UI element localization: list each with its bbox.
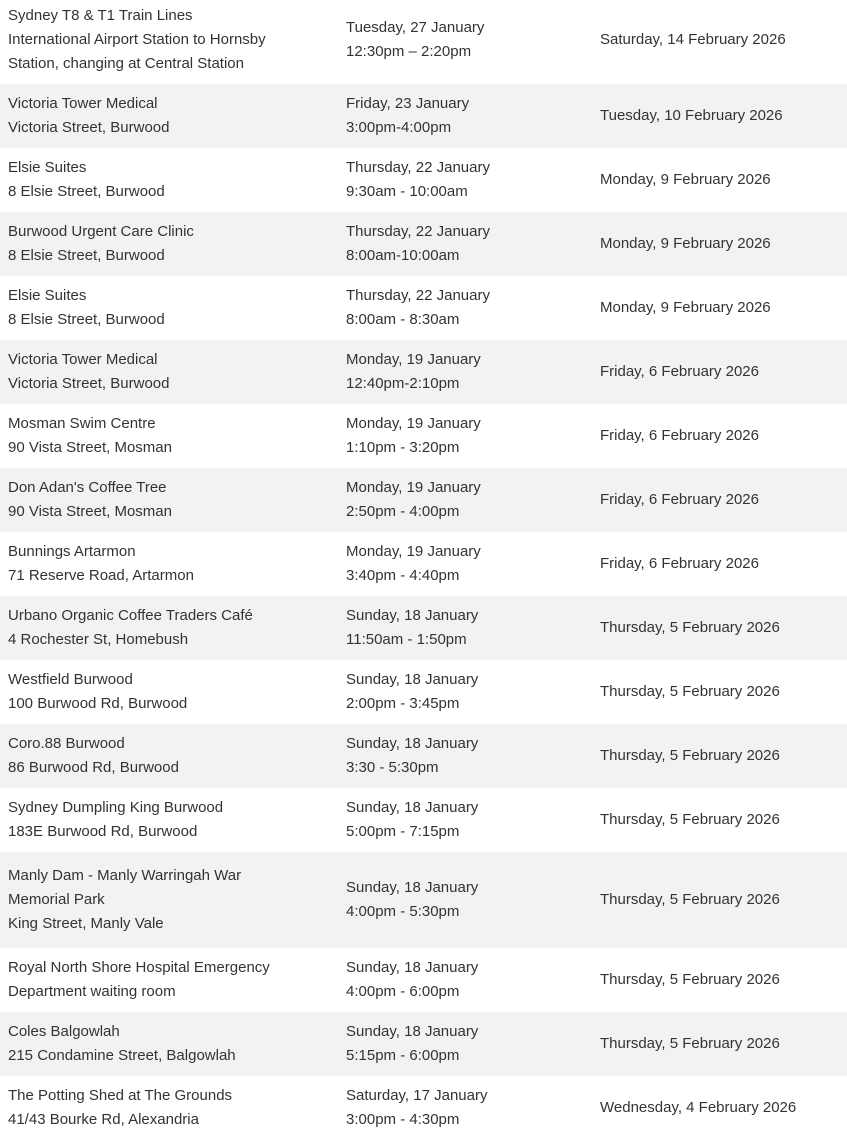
- exposure-time-range: 3:30 - 5:30pm: [346, 759, 439, 776]
- exposure-date: Saturday, 17 January: [346, 1087, 488, 1104]
- venue-name: Victoria Tower Medical: [8, 351, 158, 368]
- venue-address-line: 71 Reserve Road, Artarmon: [8, 567, 194, 584]
- monitor-until-cell: [592, 468, 847, 532]
- table-row: [0, 340, 847, 404]
- exposure-date: Sunday, 18 January: [346, 607, 479, 624]
- venue-name: Elsie Suites: [8, 159, 87, 176]
- venue-address-line: International Airport Station to Hornsby: [8, 31, 266, 48]
- monitor-until-date: Friday, 6 February 2026: [600, 555, 759, 572]
- venue-name: Sydney T8 & T1 Train Lines: [8, 7, 193, 24]
- venue-address-line: King Street, Manly Vale: [8, 915, 164, 932]
- monitor-until-date: Friday, 6 February 2026: [600, 363, 759, 380]
- exposure-date: Sunday, 18 January: [346, 879, 479, 896]
- monitor-until-cell: [592, 596, 847, 660]
- exposure-time-cell: [338, 852, 592, 948]
- exposure-time-range: 2:50pm - 4:00pm: [346, 503, 460, 520]
- exposure-date: Sunday, 18 January: [346, 1023, 479, 1040]
- exposure-time-cell: [338, 724, 592, 788]
- monitor-until-cell: [592, 660, 847, 724]
- monitor-until-cell: [592, 852, 847, 948]
- exposure-date: Thursday, 22 January: [346, 223, 490, 240]
- venue-name: Manly Dam - Manly Warringah War: [8, 867, 242, 884]
- monitor-until-cell: [592, 276, 847, 340]
- table-row: [0, 468, 847, 532]
- venue-name: Westfield Burwood: [8, 671, 133, 688]
- venue-address-line: Department waiting room: [8, 983, 176, 1000]
- monitor-until-date: Thursday, 5 February 2026: [600, 971, 780, 988]
- venue-cell: [0, 1076, 338, 1140]
- exposure-date: Sunday, 18 January: [346, 799, 479, 816]
- exposure-date: Sunday, 18 January: [346, 959, 479, 976]
- venue-name: Coro.88 Burwood: [8, 735, 125, 752]
- table-row: [0, 948, 847, 1012]
- table-row: [0, 1012, 847, 1076]
- table-row: [0, 404, 847, 468]
- table-row: [0, 148, 847, 212]
- venue-address-line: 100 Burwood Rd, Burwood: [8, 695, 188, 712]
- exposure-time-range: 12:30pm – 2:20pm: [346, 43, 472, 60]
- monitor-until-cell: [592, 340, 847, 404]
- venue-name: Mosman Swim Centre: [8, 415, 156, 432]
- monitor-until-cell: [592, 84, 847, 148]
- exposure-time-cell: [338, 276, 592, 340]
- exposure-time-range: 4:00pm - 5:30pm: [346, 903, 460, 920]
- exposure-time-range: 2:00pm - 3:45pm: [346, 695, 460, 712]
- monitor-until-date: Thursday, 5 February 2026: [600, 891, 780, 908]
- venue-cell: [0, 0, 338, 84]
- exposure-time-cell: [338, 0, 592, 84]
- monitor-until-date: Wednesday, 4 February 2026: [600, 1099, 797, 1116]
- venue-address-line: 90 Vista Street, Mosman: [8, 439, 172, 456]
- venue-address-line: 183E Burwood Rd, Burwood: [8, 823, 198, 840]
- venue-name: Don Adan's Coffee Tree: [8, 479, 167, 496]
- exposure-time-cell: [338, 84, 592, 148]
- table-row: [0, 532, 847, 596]
- exposure-time-range: 8:00am - 8:30am: [346, 311, 460, 328]
- monitor-until-cell: [592, 724, 847, 788]
- venue-address-line: 90 Vista Street, Mosman: [8, 503, 172, 520]
- exposure-time-cell: [338, 404, 592, 468]
- venue-address-line: 8 Elsie Street, Burwood: [8, 247, 165, 264]
- exposure-date: Monday, 19 January: [346, 543, 481, 560]
- venue-cell: [0, 148, 338, 212]
- monitor-until-cell: [592, 212, 847, 276]
- exposure-date: Monday, 19 January: [346, 479, 481, 496]
- monitor-until-cell: [592, 0, 847, 84]
- table-row: [0, 788, 847, 852]
- monitor-until-date: Thursday, 5 February 2026: [600, 619, 780, 636]
- exposure-time-cell: [338, 340, 592, 404]
- exposure-date: Monday, 19 January: [346, 415, 481, 432]
- exposure-time-range: 5:15pm - 6:00pm: [346, 1047, 460, 1064]
- venue-cell: [0, 468, 338, 532]
- venue-cell: [0, 404, 338, 468]
- exposure-time-cell: [338, 788, 592, 852]
- venue-name: Bunnings Artarmon: [8, 543, 136, 560]
- venue-address-line: 86 Burwood Rd, Burwood: [8, 759, 179, 776]
- monitor-until-cell: [592, 148, 847, 212]
- monitor-until-date: Thursday, 5 February 2026: [600, 747, 780, 764]
- monitor-until-date: Monday, 9 February 2026: [600, 299, 771, 316]
- exposure-time-range: 3:00pm-4:00pm: [346, 119, 452, 136]
- venue-address-line: 215 Condamine Street, Balgowlah: [8, 1047, 236, 1064]
- table-row: [0, 212, 847, 276]
- table-row: [0, 724, 847, 788]
- venue-cell: [0, 852, 338, 948]
- exposure-time-range: 3:00pm - 4:30pm: [346, 1111, 460, 1128]
- table-row: [0, 852, 847, 948]
- monitor-until-cell: [592, 788, 847, 852]
- venue-name: Elsie Suites: [8, 287, 87, 304]
- venue-cell: [0, 276, 338, 340]
- venue-address-line: 8 Elsie Street, Burwood: [8, 183, 165, 200]
- venue-name: The Potting Shed at The Grounds: [8, 1087, 233, 1104]
- monitor-until-date: Monday, 9 February 2026: [600, 235, 771, 252]
- exposure-time-cell: [338, 1012, 592, 1076]
- monitor-until-date: Thursday, 5 February 2026: [600, 811, 780, 828]
- venue-address-line: 8 Elsie Street, Burwood: [8, 311, 165, 328]
- monitor-until-date: Thursday, 5 February 2026: [600, 1035, 780, 1052]
- monitor-until-date: Tuesday, 10 February 2026: [600, 107, 783, 124]
- monitor-until-date: Saturday, 14 February 2026: [600, 31, 786, 48]
- monitor-until-cell: [592, 1012, 847, 1076]
- monitor-until-date: Friday, 6 February 2026: [600, 427, 759, 444]
- monitor-until-cell: [592, 948, 847, 1012]
- exposure-time-range: 5:00pm - 7:15pm: [346, 823, 460, 840]
- venue-cell: [0, 532, 338, 596]
- exposure-time-cell: [338, 468, 592, 532]
- monitor-until-date: Thursday, 5 February 2026: [600, 683, 780, 700]
- venue-cell: [0, 340, 338, 404]
- venue-address-line: Victoria Street, Burwood: [8, 375, 170, 392]
- exposure-date: Monday, 19 January: [346, 351, 481, 368]
- venue-address-line: Memorial Park: [8, 891, 105, 908]
- venue-cell: [0, 84, 338, 148]
- exposure-date: Tuesday, 27 January: [346, 19, 485, 36]
- venue-cell: [0, 1012, 338, 1076]
- venue-cell: [0, 596, 338, 660]
- venue-name: Royal North Shore Hospital Emergency: [8, 959, 270, 976]
- exposure-time-cell: [338, 532, 592, 596]
- table-row: [0, 596, 847, 660]
- table-row: [0, 0, 847, 84]
- table-row: [0, 1076, 847, 1140]
- venue-cell: [0, 660, 338, 724]
- monitor-until-cell: [592, 1076, 847, 1140]
- exposure-time-range: 1:10pm - 3:20pm: [346, 439, 460, 456]
- exposure-time-range: 4:00pm - 6:00pm: [346, 983, 460, 1000]
- exposure-time-cell: [338, 948, 592, 1012]
- exposure-time-range: 11:50am - 1:50pm: [346, 631, 467, 648]
- venue-cell: [0, 212, 338, 276]
- venue-cell: [0, 948, 338, 1012]
- venue-cell: [0, 788, 338, 852]
- exposure-date: Thursday, 22 January: [346, 287, 490, 304]
- monitor-until-cell: [592, 404, 847, 468]
- exposure-time-cell: [338, 1076, 592, 1140]
- table-row: [0, 276, 847, 340]
- exposure-time-range: 8:00am-10:00am: [346, 247, 460, 264]
- exposure-time-range: 3:40pm - 4:40pm: [346, 567, 460, 584]
- venue-name: Sydney Dumpling King Burwood: [8, 799, 224, 816]
- venue-address-line: 41/43 Bourke Rd, Alexandria: [8, 1111, 199, 1128]
- monitor-until-date: Friday, 6 February 2026: [600, 491, 759, 508]
- table-row: [0, 84, 847, 148]
- venue-address-line: Station, changing at Central Station: [8, 55, 244, 72]
- exposure-date: Thursday, 22 January: [346, 159, 490, 176]
- exposure-date: Friday, 23 January: [346, 95, 470, 112]
- venue-address-line: Victoria Street, Burwood: [8, 119, 170, 136]
- exposure-date: Sunday, 18 January: [346, 671, 479, 688]
- venue-name: Urbano Organic Coffee Traders Café: [8, 607, 253, 624]
- exposure-time-range: 9:30am - 10:00am: [346, 183, 468, 200]
- monitor-until-cell: [592, 532, 847, 596]
- table-row: [0, 660, 847, 724]
- exposure-time-cell: [338, 596, 592, 660]
- exposure-time-cell: [338, 660, 592, 724]
- venue-cell: [0, 724, 338, 788]
- monitor-until-date: Monday, 9 February 2026: [600, 171, 771, 188]
- venue-address-line: 4 Rochester St, Homebush: [8, 631, 189, 648]
- exposure-date: Sunday, 18 January: [346, 735, 479, 752]
- exposure-time-range: 12:40pm-2:10pm: [346, 375, 460, 392]
- exposure-time-cell: [338, 212, 592, 276]
- venue-name: Victoria Tower Medical: [8, 95, 158, 112]
- venue-name: Coles Balgowlah: [8, 1023, 120, 1040]
- exposure-time-cell: [338, 148, 592, 212]
- venue-name: Burwood Urgent Care Clinic: [8, 223, 194, 240]
